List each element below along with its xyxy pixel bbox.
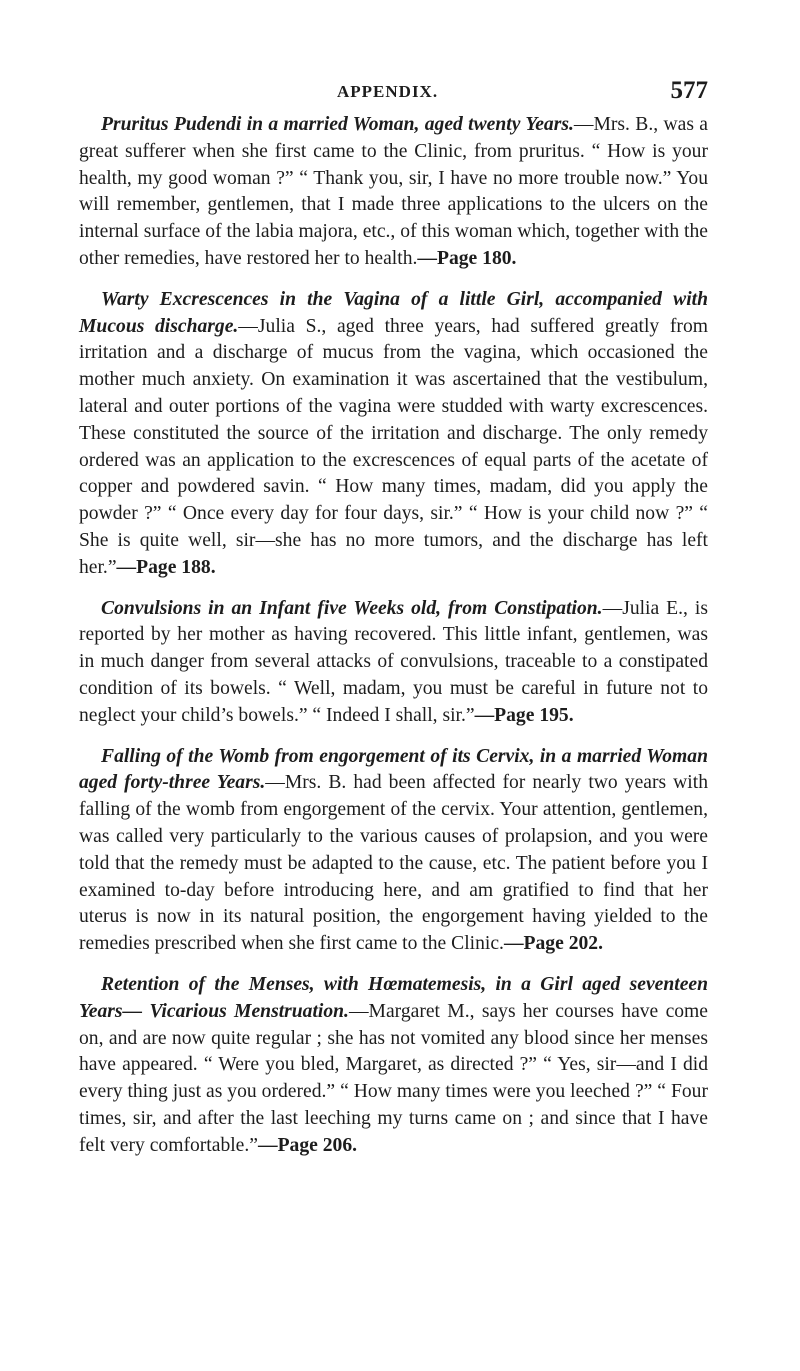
page-reference: —Page 188. (116, 556, 216, 578)
page-reference: —Page 180. (417, 247, 517, 269)
case-entry-warty-excrescences (79, 287, 708, 582)
page-number: 577 (670, 77, 708, 104)
case-entry-retention-menses (79, 972, 708, 1160)
running-head (79, 77, 708, 112)
page-reference: —Page 206. (257, 1134, 358, 1156)
case-text: —Mrs. B. had been affected for nearly two years with falling of the womb from engorgement of the cervix. Your attention, gentlemen, was called very particularly to the various causes of prolapsion, and you were told that the remedy must be adapted to the cause, etc. The patient before you I examined to-day before introducing here, and am gratified to find that her uterus is now in its natural position, the engorgement having yielded to the remedies prescribed when she first came to the Clinic. (79, 772, 708, 955)
case-entry-pruritus (79, 112, 708, 273)
case-heading: Warty Excrescences in the Vagina of a little Girl, accompanied with Mucous discharge. (79, 288, 708, 337)
case-text: —Julia E., is reported by her mother as having recovered. This little infant, gentlemen, was in much danger from several attacks of convulsions, traceable to a constipated condition of its bowels. “ Well, madam, you must be careful in future not to neglect your child’s bowels.” “ Indeed I shall, sir.” (79, 597, 709, 726)
book-page (79, 0, 708, 1159)
case-heading: Falling of the Womb from engorgement of its Cervix, in a married Woman aged forty-three Years. (79, 745, 708, 794)
case-heading: Convulsions in an Infant five Weeks old, from Constipation. (101, 597, 603, 619)
running-title: APPENDIX. (337, 82, 439, 101)
case-entry-convulsions (79, 596, 708, 730)
page-reference: —Page 195. (474, 704, 574, 726)
case-heading: Retention of the Menses, with Hœmatemesis, in a Girl aged seventeen Years— Vicarious Menstruation. (79, 973, 708, 1022)
case-entry-falling-womb (79, 744, 708, 958)
case-text: —Mrs. B., was a great sufferer when she first came to the Clinic, from pruritus. “ How is your health, my good woman ?” “ Thank you, sir, I have no more trouble now.” You will remember, gentlemen, that I made three applications to the ulcers on the internal surface of the labia majora, etc., of this woman which, together with the other remedies, have restored her to health. (79, 114, 708, 269)
case-text: —Margaret M., says her courses have come on, and are now quite regular ; she has not vomited any blood since her menses have appeared. “ Were you bled, Margaret, as directed ?” “ Yes, sir—and I did every thing just as you ordered.” “ How many times were you leeched ?” “ Four times, sir, and after the last leeching my turns came on ; and since that I have felt very comfortable.” (79, 1000, 708, 1156)
case-text: —Julia S., aged three years, had suffered greatly from irritation and a discharge of mucus from the vagina, which occasioned the mother much anxiety. On examination it was ascertained that the vestibulum, lateral and outer portions of the vagina were studded with warty excrescences. These constituted the source of the irritation and discharge. The only remedy ordered was an application to the excrescences of equal parts of the acetate of copper and powdered savin. “ How many times, madam, did you apply the powder ?” “ Once every day for four days, sir.” “ How is your child now ?” “ She is quite well, sir—she has no more tumors, and the discharge has left her.” (79, 315, 708, 578)
page-reference: —Page 202. (503, 933, 603, 955)
case-heading: Pruritus Pudendi in a married Woman, aged twenty Years. (101, 114, 574, 135)
